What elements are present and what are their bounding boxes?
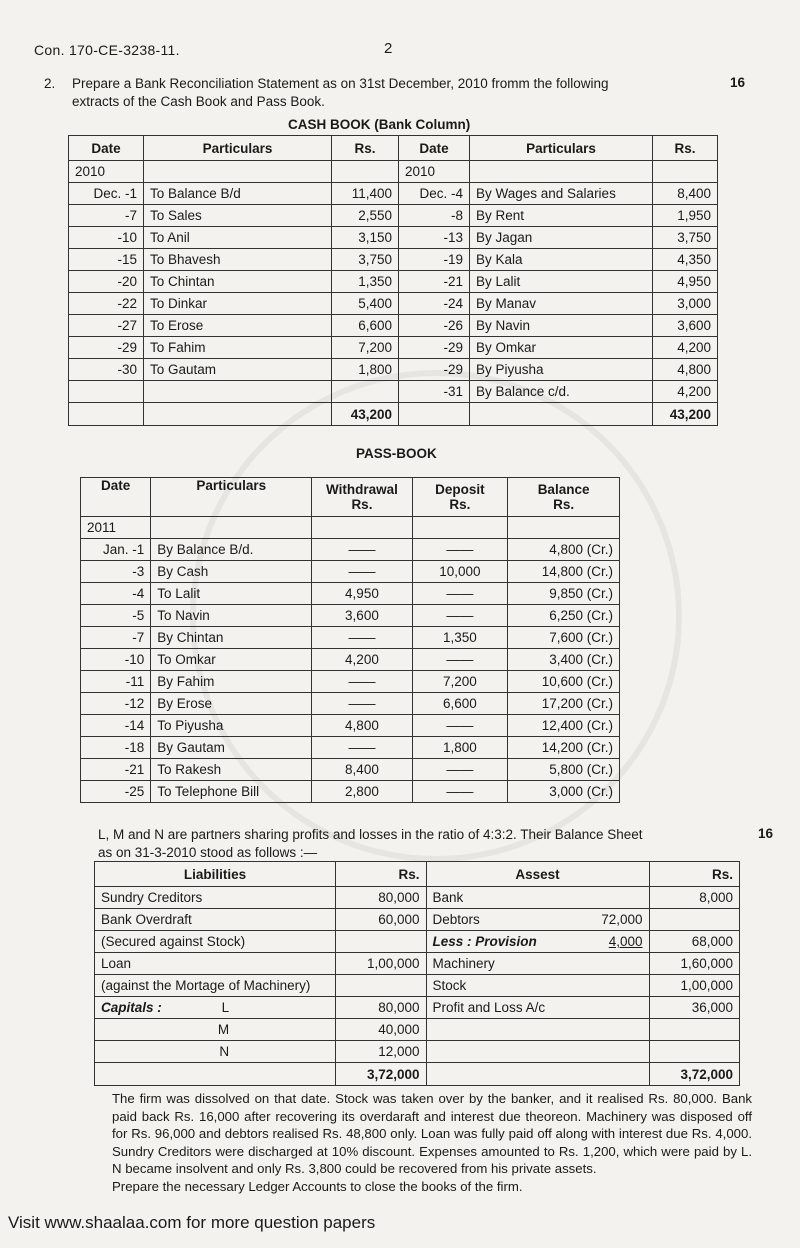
bs-total-right: 3,72,000: [649, 1063, 739, 1086]
q2-marks: 16: [730, 75, 746, 90]
cashbook-row: [69, 337, 718, 359]
cb-right-particulars: By Balance c/d.: [470, 381, 653, 403]
cb-right-date: -29: [399, 337, 470, 359]
pb-particulars: To Omkar: [151, 649, 312, 671]
cb-left-date: -27: [69, 315, 144, 337]
passbook-row: [81, 693, 620, 715]
cb-left-particulars: To Anil: [144, 227, 332, 249]
balance-sheet-table: [94, 861, 740, 1086]
pb-withdrawal-label: Withdrawal: [326, 482, 398, 497]
bs-col-rs: Rs.: [336, 862, 426, 887]
pb-date: -5: [81, 605, 151, 627]
cashbook-total-row: [69, 403, 718, 426]
bs-asset: [426, 1019, 649, 1041]
bs-liability: [95, 887, 336, 909]
cb-col-rs2: Rs.: [653, 136, 718, 161]
pb-withdrawal: 8,400: [312, 759, 412, 781]
cb-right-amount: 3,600: [653, 315, 718, 337]
bs-liability: [95, 1019, 336, 1041]
bs-liability: [95, 931, 336, 953]
pb-withdrawal: ——: [312, 561, 412, 583]
bs-row: [95, 997, 740, 1019]
cb-right-date: -26: [399, 315, 470, 337]
q3-paragraph-text: The firm was dissolved on that date. Stock was taken over by the banker, and it realised Rs. 80,000. Bank paid back Rs. 16,000 after recovering its overdaraft and interest due theoreon. Machinery was disposed off for Rs. 96,000 and debtors realised Rs. 48,800 only. Loan was fully paid off along with interest due Rs. 4,000. Sundry Creditors were discharged at 10% discount. Expenses amounted to Rs. 1,200, which were paid by L. N became insolvent and only Rs. 3,800 could be recovered from his private assets.: [112, 1091, 752, 1177]
passbook-row: [81, 781, 620, 803]
cb-col-date2: Date: [399, 136, 470, 161]
pb-balance: 6,250 (Cr.): [508, 605, 620, 627]
cb-col-rs: Rs.: [332, 136, 399, 161]
pb-particulars: To Lalit: [151, 583, 312, 605]
pb-deposit: ——: [412, 539, 508, 561]
pb-balance: 4,800 (Cr.): [508, 539, 620, 561]
bs-liability: [95, 909, 336, 931]
pb-date: -12: [81, 693, 151, 715]
bs-liability-text: (against the Mortage of Machinery): [101, 978, 311, 993]
bs-liability-amount: [336, 975, 426, 997]
pb-date: -21: [81, 759, 151, 781]
pb-year: 2011: [81, 517, 151, 539]
cb-left-particulars: To Balance B/d: [144, 183, 332, 205]
pb-balance: 12,400 (Cr.): [508, 715, 620, 737]
cb-left-date: [69, 381, 144, 403]
pb-withdrawal: ——: [312, 737, 412, 759]
bs-asset-subamount: 72,000: [601, 912, 643, 927]
bs-asset-subamount: 4,000: [608, 934, 643, 949]
cashbook-row: [69, 205, 718, 227]
pb-deposit: 10,000: [412, 561, 508, 583]
cb-left-date: -20: [69, 271, 144, 293]
bs-liability-amount: 12,000: [336, 1041, 426, 1063]
cashbook-row: [69, 227, 718, 249]
bs-col-assets: Assest: [426, 862, 649, 887]
cb-right-date: -21: [399, 271, 470, 293]
cb-col-particulars: Particulars: [144, 136, 332, 161]
q2-line1: Prepare a Bank Reconciliation Statement as on 31st December, 2010 fromm the following: [72, 76, 609, 91]
bs-row: [95, 1041, 740, 1063]
cb-right-amount: 3,750: [653, 227, 718, 249]
pb-date: -3: [81, 561, 151, 583]
pb-col-deposit: [412, 478, 508, 517]
bs-partner-name: L: [221, 1000, 230, 1015]
cb-right-particulars: By Kala: [470, 249, 653, 271]
cb-total-left: 43,200: [332, 403, 399, 426]
passbook-row: [81, 605, 620, 627]
passbook-row: [81, 561, 620, 583]
bs-asset-text: Bank: [432, 890, 464, 905]
pb-deposit: ——: [412, 715, 508, 737]
cb-left-particulars: To Erose: [144, 315, 332, 337]
pb-balance: 9,850 (Cr.): [508, 583, 620, 605]
pb-balance: 14,800 (Cr.): [508, 561, 620, 583]
pb-col-date: Date: [81, 478, 151, 517]
bs-liability-amount: 40,000: [336, 1019, 426, 1041]
pb-particulars: To Telephone Bill: [151, 781, 312, 803]
cb-left-date: -29: [69, 337, 144, 359]
cb-right-date: Dec. -4: [399, 183, 470, 205]
cb-right-amount: 4,200: [653, 381, 718, 403]
pb-deposit: 6,600: [412, 693, 508, 715]
cashbook-table: [68, 135, 718, 426]
cb-right-amount: 4,200: [653, 337, 718, 359]
cb-right-amount: 4,800: [653, 359, 718, 381]
pb-withdrawal-unit: Rs.: [351, 497, 373, 512]
cb-right-particulars: By Manav: [470, 293, 653, 315]
cb-left-amount: 3,150: [332, 227, 399, 249]
bs-asset: [426, 975, 649, 997]
pb-deposit: ——: [412, 605, 508, 627]
cb-left-particulars: [144, 381, 332, 403]
pb-balance: 14,200 (Cr.): [508, 737, 620, 759]
bs-asset-text: Debtors: [432, 912, 480, 927]
cb-right-date: -31: [399, 381, 470, 403]
cb-left-date: -15: [69, 249, 144, 271]
cb-right-particulars: By Wages and Salaries: [470, 183, 653, 205]
passbook-title: PASS-BOOK: [356, 446, 437, 461]
cashbook-row: [69, 249, 718, 271]
passbook-row: [81, 715, 620, 737]
pb-balance-label: Balance: [537, 482, 590, 497]
pb-withdrawal: ——: [312, 539, 412, 561]
passbook-row: [81, 649, 620, 671]
bs-col-liabilities: Liabilities: [95, 862, 336, 887]
cb-left-amount: 11,400: [332, 183, 399, 205]
cashbook-row: [69, 359, 718, 381]
pb-withdrawal: 4,950: [312, 583, 412, 605]
passbook-row: [81, 759, 620, 781]
cb-left-particulars: To Gautam: [144, 359, 332, 381]
bs-asset-text: Profit and Loss A/c: [432, 1000, 546, 1015]
cb-col-date: Date: [69, 136, 144, 161]
passbook-row: [81, 627, 620, 649]
bs-liability-text: Bank Overdraft: [101, 912, 192, 927]
pb-deposit: ——: [412, 759, 508, 781]
bs-liability-amount: 60,000: [336, 909, 426, 931]
cb-left-particulars: To Bhavesh: [144, 249, 332, 271]
cb-right-amount: 4,950: [653, 271, 718, 293]
cashbook-row: [69, 183, 718, 205]
cb-right-date: -8: [399, 205, 470, 227]
cashbook-row: [69, 293, 718, 315]
pb-col-particulars: Particulars: [151, 478, 312, 517]
cb-left-date: -22: [69, 293, 144, 315]
cashbook-row: [69, 315, 718, 337]
bs-liability: [95, 1041, 336, 1063]
bs-asset: [426, 997, 649, 1019]
bs-partner-name: N: [219, 1044, 230, 1059]
cb-right-date: -19: [399, 249, 470, 271]
bs-total-left: 3,72,000: [336, 1063, 426, 1086]
cb-right-date: -29: [399, 359, 470, 381]
pb-deposit: ——: [412, 781, 508, 803]
cb-left-date: Dec. -1: [69, 183, 144, 205]
bs-liability-amount: [336, 931, 426, 953]
cb-left-amount: 1,800: [332, 359, 399, 381]
cb-right-particulars: By Jagan: [470, 227, 653, 249]
bs-asset-amount: 36,000: [649, 997, 739, 1019]
bs-header-row: [95, 862, 740, 887]
cb-right-amount: 3,000: [653, 293, 718, 315]
pb-withdrawal: 4,800: [312, 715, 412, 737]
paper-code: Con. 170-CE-3238-11.: [34, 42, 180, 58]
pb-withdrawal: ——: [312, 671, 412, 693]
bs-row: [95, 931, 740, 953]
bs-asset-amount: [649, 1041, 739, 1063]
pb-particulars: By Chintan: [151, 627, 312, 649]
passbook-row: [81, 583, 620, 605]
cb-right-amount: 4,350: [653, 249, 718, 271]
cb-left-particulars: To Dinkar: [144, 293, 332, 315]
bs-asset-text: Machinery: [432, 956, 495, 971]
bs-row: [95, 909, 740, 931]
cb-right-date: -24: [399, 293, 470, 315]
cb-left-particulars: To Fahim: [144, 337, 332, 359]
bs-row: [95, 887, 740, 909]
bs-asset-amount: 68,000: [649, 931, 739, 953]
pb-deposit: ——: [412, 649, 508, 671]
pb-withdrawal: 4,200: [312, 649, 412, 671]
bs-asset: [426, 1041, 649, 1063]
pb-particulars: To Navin: [151, 605, 312, 627]
pb-withdrawal: ——: [312, 627, 412, 649]
page-number: 2: [384, 40, 393, 57]
cb-left-date: -7: [69, 205, 144, 227]
bs-liability: [95, 997, 336, 1019]
pb-deposit: 7,200: [412, 671, 508, 693]
cb-left-amount: 1,350: [332, 271, 399, 293]
cashbook-year-row: [69, 161, 718, 183]
pb-particulars: By Cash: [151, 561, 312, 583]
q3-line2: as on 31-3-2010 stood as follows :—: [98, 845, 318, 860]
pb-date: -14: [81, 715, 151, 737]
cb-left-amount: 3,750: [332, 249, 399, 271]
pb-col-withdrawal: [312, 478, 412, 517]
cashbook-header-row: [69, 136, 718, 161]
cashbook-row: [69, 271, 718, 293]
bs-partner-name: M: [217, 1022, 230, 1037]
bs-asset-text: Less : Provision: [432, 934, 537, 949]
pb-withdrawal: 2,800: [312, 781, 412, 803]
pb-balance: 3,400 (Cr.): [508, 649, 620, 671]
bs-asset: [426, 931, 649, 953]
pb-date: -25: [81, 781, 151, 803]
bs-liability: [95, 975, 336, 997]
cb-left-amount: 7,200: [332, 337, 399, 359]
pb-date: -4: [81, 583, 151, 605]
cb-total-right: 43,200: [653, 403, 718, 426]
bs-liability-text: (Secured against Stock): [101, 934, 246, 949]
pb-date: -10: [81, 649, 151, 671]
cb-right-date: -13: [399, 227, 470, 249]
cb-left-particulars: To Chintan: [144, 271, 332, 293]
cb-right-particulars: By Navin: [470, 315, 653, 337]
passbook-header-row: [81, 478, 620, 517]
bs-asset: [426, 887, 649, 909]
bs-row: [95, 953, 740, 975]
cashbook-row: [69, 381, 718, 403]
cb-year-left: 2010: [69, 161, 144, 183]
bs-liability-amount: 80,000: [336, 997, 426, 1019]
cb-right-particulars: By Piyusha: [470, 359, 653, 381]
pb-deposit: 1,350: [412, 627, 508, 649]
bs-asset: [426, 953, 649, 975]
pb-deposit: ——: [412, 583, 508, 605]
cb-right-particulars: By Lalit: [470, 271, 653, 293]
q2-number: 2.: [44, 76, 56, 91]
cb-left-amount: 2,550: [332, 205, 399, 227]
passbook-row: [81, 539, 620, 561]
bs-total-row: [95, 1063, 740, 1086]
cb-left-amount: 6,600: [332, 315, 399, 337]
cb-right-particulars: By Rent: [470, 205, 653, 227]
pb-balance: 10,600 (Cr.): [508, 671, 620, 693]
q3-paragraph: [112, 1090, 752, 1196]
pb-balance: 17,200 (Cr.): [508, 693, 620, 715]
bs-asset-amount: 1,00,000: [649, 975, 739, 997]
bs-col-rs2: Rs.: [649, 862, 739, 887]
footer-link[interactable]: Visit www.shaalaa.com for more question papers: [8, 1213, 376, 1232]
bs-liability-amount: 1,00,000: [336, 953, 426, 975]
cb-right-amount: 8,400: [653, 183, 718, 205]
q3-line1: L, M and N are partners sharing profits and losses in the ratio of 4:3:2. Their Balance Sheet: [98, 827, 643, 842]
cb-left-amount: [332, 381, 399, 403]
bs-row: [95, 1019, 740, 1041]
q3-marks: 16: [758, 826, 774, 841]
pb-date: -11: [81, 671, 151, 693]
bs-liability-text: Sundry Creditors: [101, 890, 203, 905]
pb-col-balance: [508, 478, 620, 517]
pb-deposit-label: Deposit: [435, 482, 485, 497]
pb-particulars: By Balance B/d.: [151, 539, 312, 561]
passbook-row: [81, 737, 620, 759]
bs-asset: [426, 909, 649, 931]
pb-particulars: By Gautam: [151, 737, 312, 759]
pb-date: Jan. -1: [81, 539, 151, 561]
bs-liability: [95, 953, 336, 975]
pb-withdrawal: ——: [312, 693, 412, 715]
passbook-table: [80, 477, 620, 803]
pb-date: -18: [81, 737, 151, 759]
bs-asset-amount: [649, 1019, 739, 1041]
pb-balance: 3,000 (Cr.): [508, 781, 620, 803]
cb-left-date: -30: [69, 359, 144, 381]
pb-particulars: To Rakesh: [151, 759, 312, 781]
bs-asset-amount: 1,60,000: [649, 953, 739, 975]
cb-right-amount: 1,950: [653, 205, 718, 227]
cb-col-particulars2: Particulars: [470, 136, 653, 161]
pb-particulars: By Erose: [151, 693, 312, 715]
cb-left-particulars: To Sales: [144, 205, 332, 227]
cb-left-date: -10: [69, 227, 144, 249]
pb-particulars: To Piyusha: [151, 715, 312, 737]
cashbook-title: CASH BOOK (Bank Column): [288, 117, 471, 132]
pb-balance-unit: Rs.: [553, 497, 575, 512]
pb-balance: 5,800 (Cr.): [508, 759, 620, 781]
cb-year-right: 2010: [399, 161, 470, 183]
pb-deposit: 1,800: [412, 737, 508, 759]
cb-right-particulars: By Omkar: [470, 337, 653, 359]
bs-asset-text: Stock: [432, 978, 467, 993]
bs-asset-amount: [649, 909, 739, 931]
pb-particulars: By Fahim: [151, 671, 312, 693]
pb-balance: 7,600 (Cr.): [508, 627, 620, 649]
q3-paragraph-last: Prepare the necessary Ledger Accounts to close the books of the firm.: [112, 1178, 523, 1194]
cb-left-amount: 5,400: [332, 293, 399, 315]
bs-row: [95, 975, 740, 997]
pb-date: -7: [81, 627, 151, 649]
pb-deposit-unit: Rs.: [449, 497, 471, 512]
passbook-row: [81, 671, 620, 693]
bs-asset-amount: 8,000: [649, 887, 739, 909]
pb-withdrawal: 3,600: [312, 605, 412, 627]
q2-line2: extracts of the Cash Book and Pass Book.: [72, 94, 325, 109]
bs-liability-text: Capitals :: [101, 1000, 162, 1015]
passbook-year-row: [81, 517, 620, 539]
bs-liability-amount: 80,000: [336, 887, 426, 909]
bs-liability-text: Loan: [101, 956, 132, 971]
